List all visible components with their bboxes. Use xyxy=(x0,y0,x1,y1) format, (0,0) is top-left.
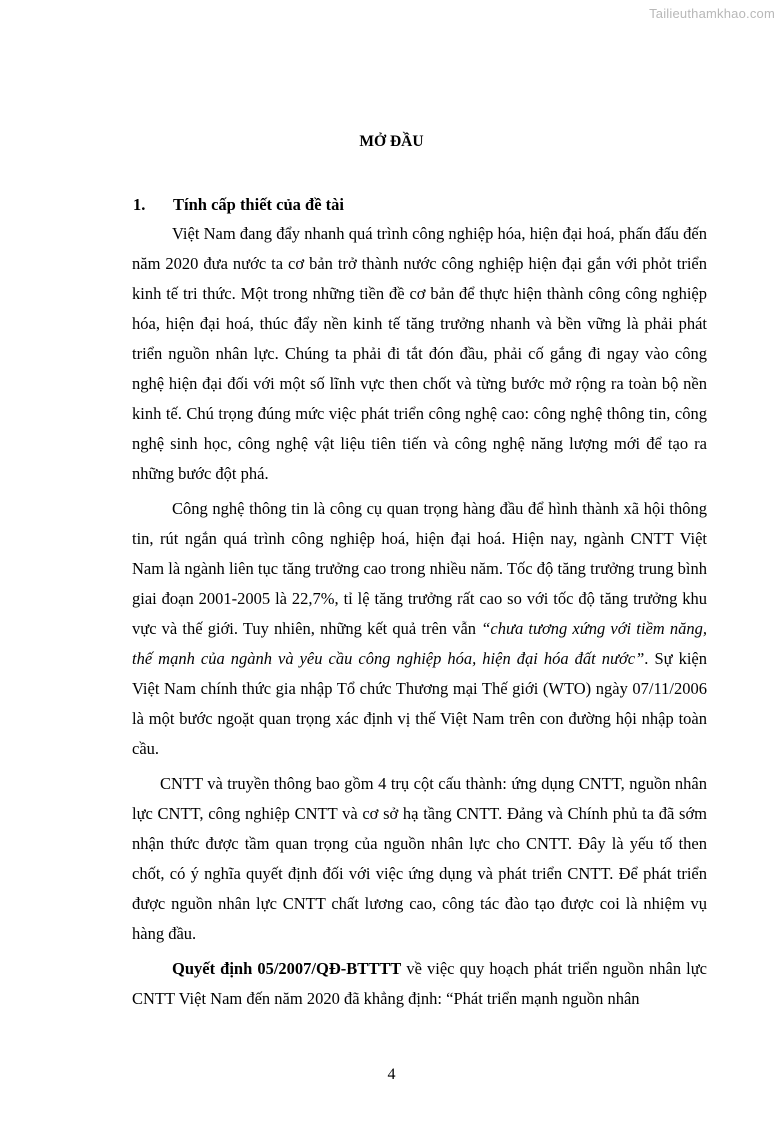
page-number: 4 xyxy=(387,1066,396,1083)
watermark: Tailieuthamkhao.com xyxy=(649,6,775,21)
paragraph-4-text: về việc quy hoạch phát triển nguồn nhân lực CNTT Việt Nam đến năm 2020 đã khẳng định: “Phát triển mạnh nguồn nhân xyxy=(132,959,707,1008)
paragraph-2-text: Công nghệ thông tin là công cụ quan trọng hàng đầu để hình thành xã hội thông tin, rút ngắn quá trình công nghiệp hoá, hiện đại hoá. Hiện nay, ngành CNTT Việt Nam là ngành liên tục tăng trưởng cao trong nhiều năm. Tốc độ tăng trưởng trung bình giai đoạn 2001-2005 là 22,7%, tỉ lệ tăng trưởng rất cao so với tốc độ tăng trưởng khu vực và thế giới. Tuy nhiên, những kết quả trên vẫn xyxy=(132,499,707,638)
paragraph-2-end: . Sự kiện Việt Nam chính thức gia nhập Tổ chức Thương mại Thế giới (WTO) ngày 07/11/2006 là một bước ngoặt quan trọng xác định vị thế Việt Nam trên con đường hội nhập toàn cầu. xyxy=(132,649,707,758)
section-title: Tính cấp thiết của đề tài xyxy=(173,195,344,214)
document-body xyxy=(132,219,707,1014)
page-title: MỞ ĐẦU xyxy=(359,133,424,150)
paragraph-4-decision: Quyết định 05/2007/QĐ-BTTTT xyxy=(172,959,402,978)
paragraph-4 xyxy=(132,954,707,1014)
section-heading xyxy=(133,195,344,215)
section-number: 1. xyxy=(133,195,146,214)
paragraph-2-quote: “chưa tương xứng với tiềm năng, thế mạnh của ngành và yêu cầu công nghiệp hóa, hiện đại hóa đất nước” xyxy=(132,619,707,668)
paragraph-2 xyxy=(132,494,707,764)
paragraph-3: CNTT và truyền thông bao gồm 4 trụ cột cấu thành: ứng dụng CNTT, nguồn nhân lực CNTT, công nghiệp CNTT và cơ sở hạ tầng CNTT. Đảng và Chính phủ ta đã sớm nhận thức được tầm quan trọng của nguồn nhân lực cho CNTT. Đây là yếu tố then chốt, có ý nghĩa quyết định đối với việc ứng dụng và phát triển CNTT. Để phát triển được nguồn nhân lực CNTT chất lương cao, công tác đào tạo được coi là nhiệm vụ hàng đầu. xyxy=(132,774,707,943)
paragraph-1: Việt Nam đang đẩy nhanh quá trình công nghiệp hóa, hiện đại hoá, phấn đấu đến năm 2020 đưa nước ta cơ bản trở thành nước công nghiệp hiện đại gắn với phỏt triển kinh tế tri thức. Một trong những tiền đề cơ bản để thực hiện thành công công nghiệp hóa, hiện đại hoá, thúc đẩy nền kinh tế tăng trưởng nhanh và bền vững là phải phát triển nguồn nhân lực. Chúng ta phải đi tắt đón đầu, phải cố gắng đi ngay vào công nghệ hiện đại đối với một số lĩnh vực then chốt và từng bước mở rộng ra toàn bộ nền kinh tế. Chú trọng đúng mức việc phát triển công nghệ cao: công nghệ thông tin, công nghệ sinh học, công nghệ vật liệu tiên tiến và công nghệ năng lượng mới để tạo ra những bước đột phá. xyxy=(132,224,707,483)
